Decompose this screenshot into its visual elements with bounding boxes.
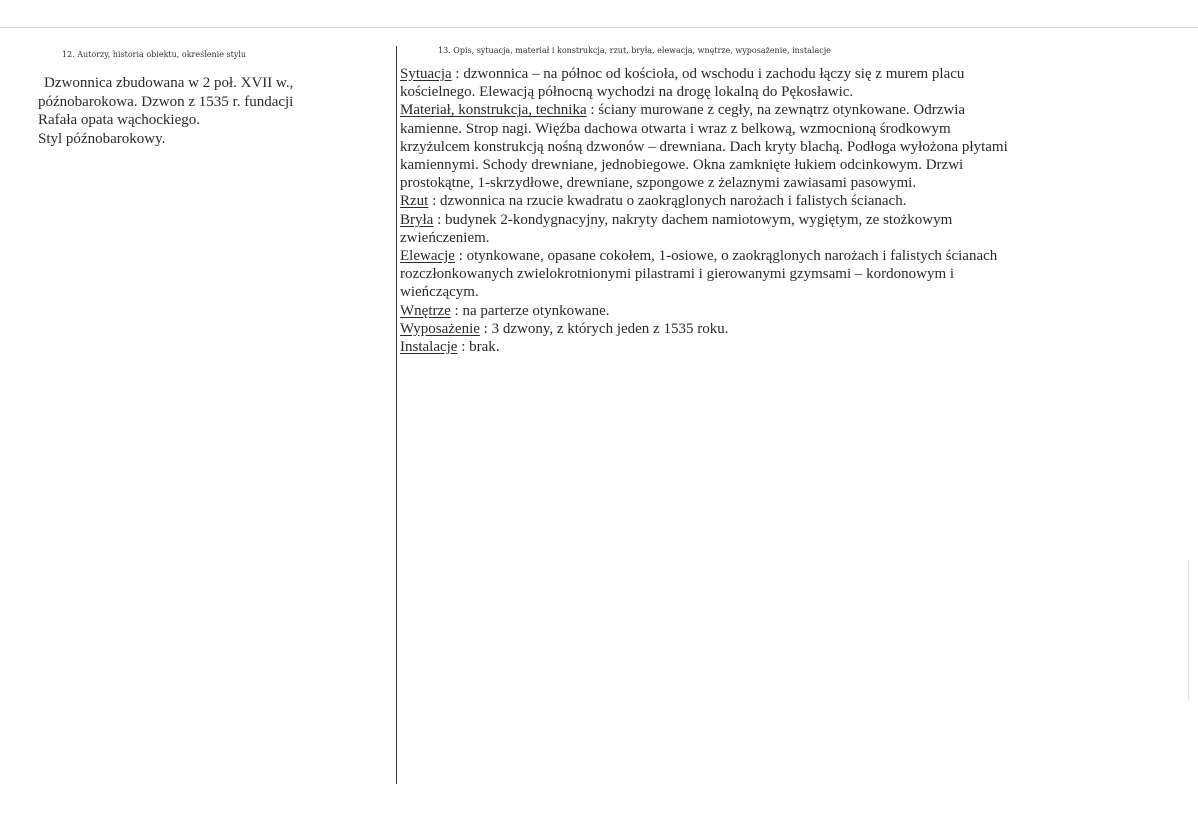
section-line: kamienne. Strop nagi. Więźba dachowa otwarta i wraz z belkową, wzmocnioną środkowym <box>400 120 951 137</box>
section-line <box>400 338 1190 356</box>
section-text: : 3 dzwony, z których jeden z 1535 roku. <box>479 320 729 337</box>
section-text: : budynek 2-kondygnacyjny, nakryty dachem namiotowym, wygiętym, ze stożkowym <box>433 211 953 228</box>
field-12-line: Rafała opata wąchockiego. <box>38 112 201 128</box>
section-line: zwieńczeniem. <box>400 229 490 246</box>
section-text: : ściany murowane z cegły, na zewnątrz otynkowane. Odrzwia <box>586 102 966 119</box>
section-line: kościelnego. Elewacją północną wychodzi na drogę lokalną do Pękosławic. <box>400 84 854 101</box>
section-name-material: Materiał, konstrukcja, technika <box>400 102 587 119</box>
section-text: : dzwonnica – na północ od kościoła, od wschodu i zachodu łączy się z murem placu <box>451 66 965 82</box>
section-line: wieńczącym. <box>400 284 479 301</box>
section-name-rzut: Rzut <box>400 193 429 210</box>
section-name-instalacje: Instalacje <box>400 339 458 356</box>
section-line <box>400 192 1190 210</box>
field-12-line: późnobarokowa. Dzwon z 1535 r. fundacji <box>38 93 294 110</box>
section-line: rozczłonkowanych zwielokrotnionymi pilastrami i gierowanymi gzymsami – kordonowym i <box>400 266 955 283</box>
section-line <box>400 320 1190 338</box>
field-12-line: Styl późnobarokowy. <box>38 130 166 147</box>
section-name-sytuacja: Sytuacja <box>400 66 452 82</box>
column-divider <box>396 46 397 784</box>
section-line <box>400 101 1190 119</box>
top-border-line <box>0 27 1198 28</box>
section-line <box>400 211 1190 229</box>
page-edge-line <box>1188 560 1189 700</box>
field-12-line: Dzwonnica zbudowana w 2 poł. XVII w., <box>44 75 294 91</box>
field-13-content <box>400 65 1190 356</box>
field-13-label: 13. Opis, sytuacja, materiał i konstrukcja, rzut, bryła, elewacja, wnętrze, wyposażenie, instalacje <box>438 46 831 55</box>
field-12-label: 12. Autorzy, historia obiektu, określenie stylu <box>62 50 247 59</box>
section-line <box>400 302 1190 320</box>
section-name-elewacje: Elewacje <box>400 248 455 265</box>
section-line: krzyżulcem konstrukcją nośną dzwonów – drewniana. Dach kryty blachą. Podłoga wyłożona płytami <box>400 138 1008 155</box>
section-text: : dzwonnica na rzucie kwadratu o zaokrąglonych narożach i falistych ścianach. <box>428 193 907 210</box>
section-line: kamiennymi. Schody drewniane, jednobiegowe. Okna zamknięte łukiem odcinkowym. Drzwi <box>400 157 964 174</box>
section-text: : otynkowane, opasane cokołem, 1-osiowe, o zaokrąglonych narożach i falistych ścianach <box>454 248 998 265</box>
section-text: : na parterze otynkowane. <box>450 302 610 319</box>
section-line <box>400 247 1190 265</box>
section-line: prostokątne, 1-skrzydłowe, drewniane, szpongowe z żelaznymi zawiasami pasowymi. <box>400 175 917 192</box>
section-name-bryla: Bryła <box>400 211 434 228</box>
section-line <box>400 65 1190 83</box>
section-name-wnetrze: Wnętrze <box>400 302 451 319</box>
field-12-content <box>38 74 388 148</box>
section-text: : brak. <box>457 339 500 356</box>
section-name-wyposazenie: Wyposażenie <box>400 320 480 337</box>
